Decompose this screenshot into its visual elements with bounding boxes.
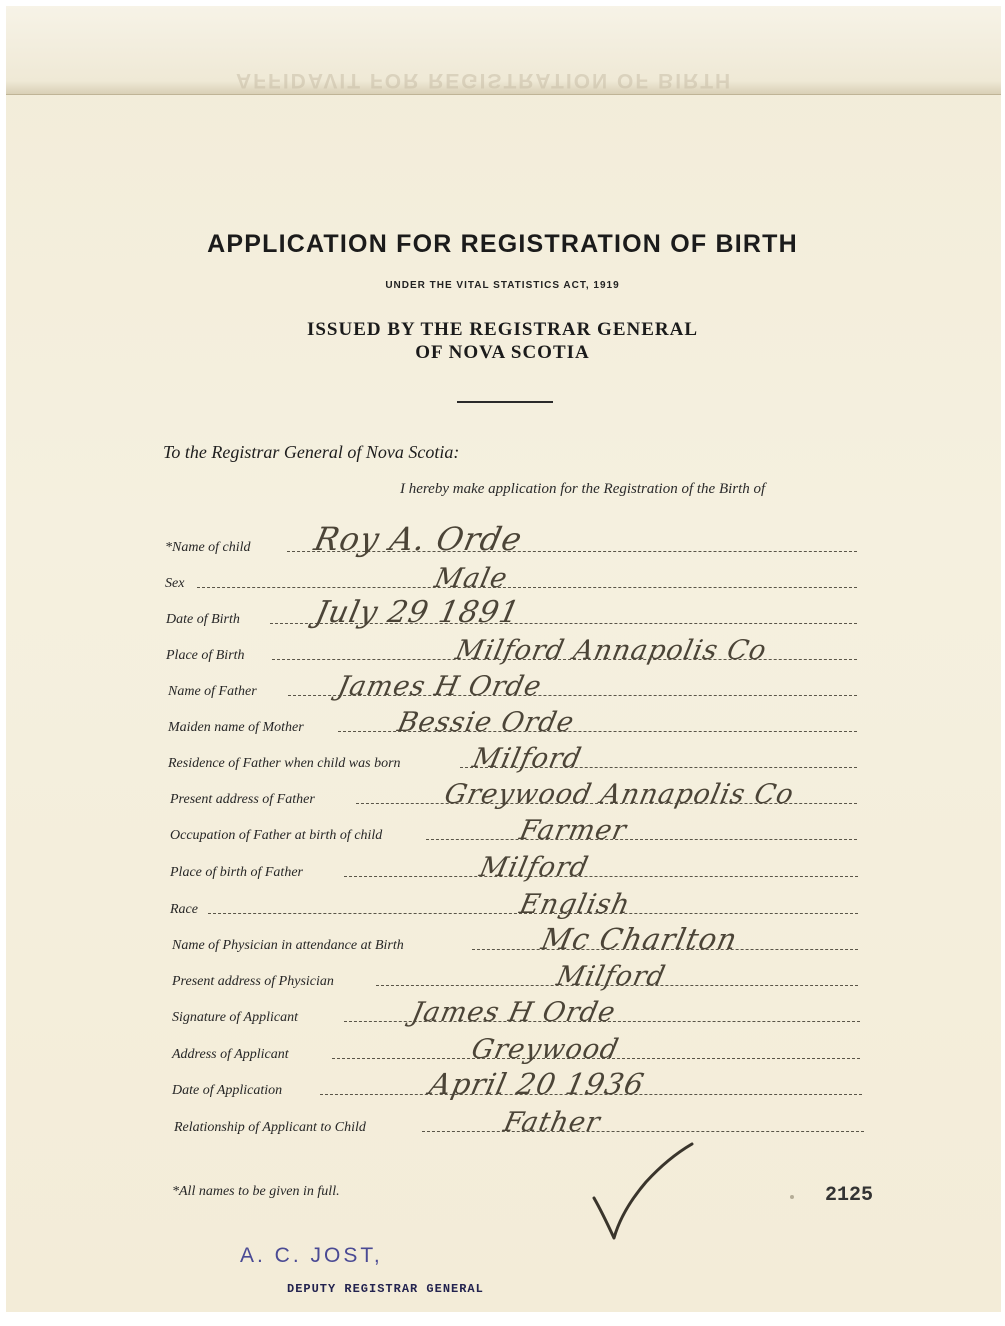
field-label: Date of Birth <box>166 612 240 627</box>
field-father-occupation <box>170 815 857 848</box>
field-value-handwritten: James H Orde <box>334 671 545 702</box>
field-value-handwritten: Male <box>431 563 511 594</box>
footnote: *All names to be given in full. <box>172 1184 340 1199</box>
field-physician-name <box>172 922 858 958</box>
field-label: Place of Birth <box>166 648 245 663</box>
field-applicant-signature <box>172 997 860 1030</box>
issuer-heading <box>0 318 1005 364</box>
field-label: Signature of Applicant <box>172 1010 298 1025</box>
stamp-name: A. C. JOST, <box>240 1244 383 1267</box>
field-value-handwritten: Bessie Orde <box>394 707 578 738</box>
field-label: Race <box>170 902 198 917</box>
field-date-of-birth <box>166 595 857 632</box>
field-label: Maiden name of Mother <box>168 720 304 735</box>
field-label: Present address of Physician <box>172 974 334 989</box>
field-value-handwritten: April 20 1936 <box>426 1067 648 1101</box>
stamp-title: DEPUTY REGISTRAR GENERAL <box>287 1282 484 1296</box>
form-title: APPLICATION FOR REGISTRATION OF BIRTH <box>207 230 798 258</box>
form-subtitle: UNDER THE VITAL STATISTICS ACT, 1919 <box>385 280 620 291</box>
field-place-of-birth <box>166 635 857 668</box>
field-label: Address of Applicant <box>172 1047 289 1062</box>
field-label: Place of birth of Father <box>170 865 303 880</box>
field-label: Relationship of Applicant to Child <box>174 1120 366 1135</box>
check-mark-icon <box>588 1140 708 1250</box>
field-applicant-address <box>172 1034 860 1067</box>
folded-top-flap <box>6 6 1001 95</box>
scan-border-right <box>1001 0 1005 1326</box>
addressee-line: To the Registrar General of Nova Scotia: <box>163 442 460 462</box>
field-label: *Name of child <box>165 540 251 555</box>
field-father-place-of-birth <box>170 852 858 885</box>
field-value-handwritten: Milford <box>476 852 592 883</box>
field-value-handwritten: Mc Charlton <box>538 922 741 956</box>
serial-number: 2125 <box>825 1184 874 1207</box>
scan-border-left <box>0 0 6 1326</box>
field-line <box>197 587 857 588</box>
field-father-present-address <box>170 779 857 812</box>
field-label: Occupation of Father at birth of child <box>170 828 383 843</box>
field-race <box>170 889 858 922</box>
flap-ghost-text: AFFIDAVIT FOR REGISTRATION OF BIRTH <box>236 69 733 92</box>
intro-line: I hereby make application for the Registration of the Birth of <box>400 481 766 497</box>
field-value-handwritten: English <box>516 889 634 920</box>
field-value-handwritten: Milford <box>469 743 585 774</box>
field-value-handwritten: Milford Annapolis Co <box>452 635 770 666</box>
field-value-handwritten: Father <box>500 1107 604 1138</box>
field-label: Date of Application <box>172 1083 283 1098</box>
field-value-handwritten: Farmer <box>516 815 630 846</box>
issuer-line-1: ISSUED BY THE REGISTRAR GENERAL <box>306 319 699 340</box>
field-value-handwritten: July 29 1891 <box>312 595 524 630</box>
field-value-handwritten: James H Orde <box>408 997 619 1028</box>
field-child-name <box>165 520 857 560</box>
field-value-handwritten: Milford <box>553 961 669 992</box>
scan-border-top <box>0 0 1005 6</box>
field-value-handwritten: Greywood Annapolis Co <box>441 779 798 810</box>
field-physician-address <box>172 961 858 994</box>
header-divider <box>457 401 553 403</box>
field-father-residence-at-birth <box>168 743 857 776</box>
issuer-line-2: OF NOVA SCOTIA <box>415 342 590 363</box>
field-mother-maiden-name <box>168 707 857 740</box>
field-value-handwritten: Greywood <box>468 1034 622 1065</box>
field-father-name <box>168 671 857 704</box>
ink-speck <box>790 1195 794 1199</box>
field-value-handwritten: Roy A. Orde <box>310 520 527 558</box>
field-label: Present address of Father <box>170 792 315 807</box>
field-line <box>426 839 857 840</box>
field-label: Sex <box>165 576 185 591</box>
scan-border-bottom <box>0 1312 1005 1326</box>
field-label: Name of Father <box>168 684 257 699</box>
field-line <box>344 876 858 877</box>
field-label: Name of Physician in attendance at Birth <box>172 938 404 953</box>
field-applicant-relationship <box>174 1107 864 1140</box>
field-label: Residence of Father when child was born <box>168 756 401 771</box>
field-sex <box>165 563 857 596</box>
field-line <box>422 1131 864 1132</box>
field-application-date <box>172 1067 862 1103</box>
